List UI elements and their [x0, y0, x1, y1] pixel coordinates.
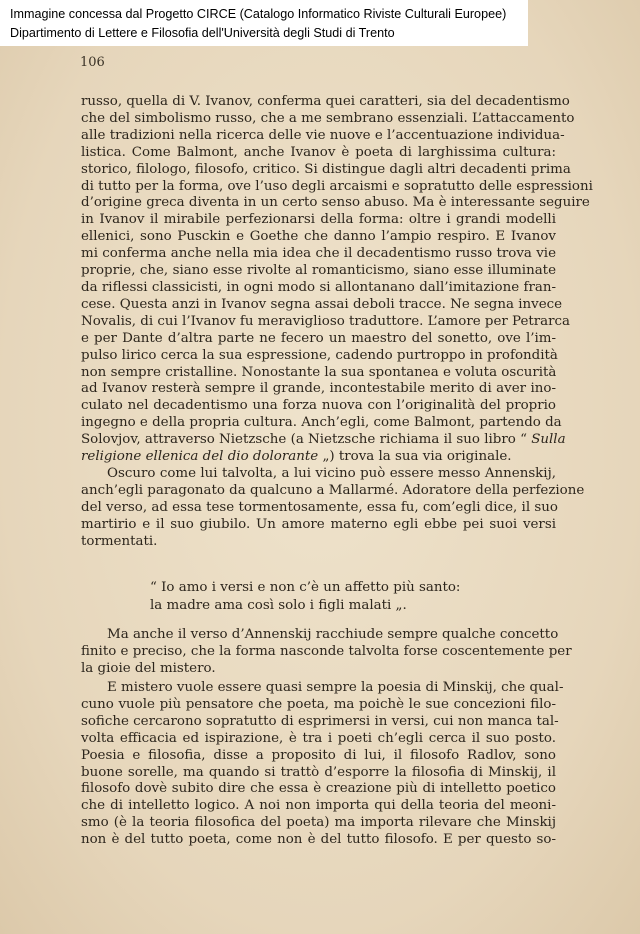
text-line: finito e preciso, che la forma nasconde talvolta forse coscentemente per [81, 643, 572, 659]
paragraph-ivanov [81, 94, 593, 466]
text-line: pulso lirico cerca la sua espressione, cadendo purtroppo in profondità [81, 347, 558, 363]
text-line: volta efficacia ed ispirazione, è tra i poeti ch’egli cerca il suo posto. [81, 730, 556, 746]
verse-line: “ Io amo i versi e non c’è un affetto più santo: [150, 580, 461, 595]
text-line: culato nel decadentismo una forza nuova con l’originalità del proprio [81, 398, 556, 414]
text-line: non è del tutto poeta, come non è del tutto filosofo. E per questo so- [81, 832, 556, 848]
text-line: E mistero vuole essere quasi sempre la poesia di Minskij, che qual- [107, 680, 564, 695]
banner-line-1: Immagine concessa dal Progetto CIRCE (Catalogo Informatico Riviste Culturali Europee) [10, 7, 507, 21]
text-line: storico, filologo, filosofo, critico. Si distingue dagli altri decadenti prima [81, 161, 571, 177]
paragraph-minskij [81, 680, 564, 849]
text-line: ellenici, sono Pusckin e Goethe che danno l’ampio respiro. E Ivanov [81, 229, 556, 245]
text-line: di tutto per la forma, ove l’uso degli arcaismi e sopratutto delle espressioni [81, 178, 593, 194]
text-line: d’origine greca diventa in un certo senso abuso. Ma è interessante seguire [81, 195, 590, 211]
text-line: russo, quella di V. Ivanov, conferma quei caratteri, sia del decadentismo [81, 94, 570, 109]
text-line: Ma anche il verso d’Annenskij racchiude sempre qualche concetto [107, 627, 559, 642]
text-line: martirio e il suo giubilo. Un amore materno egli ebbe pei suoi versi [81, 516, 556, 532]
text-line: che del simbolismo russo, che a me sembrano essenziali. L’attaccamento [81, 110, 575, 126]
text-line: del verso, ad essa tese tormentosamente, essa fu, com’egli dice, il suo [81, 499, 558, 515]
text-line: mi conferma anche nella mia idea che il decadentismo russo trova vie [81, 246, 556, 262]
verse-quotation [150, 579, 490, 615]
paragraph-annenskij [81, 466, 585, 551]
text-line: alle tradizioni nella ricerca delle vie nuove e l’accentuazione individua- [81, 127, 565, 143]
book-title-part: Sulla [531, 432, 566, 448]
text-line: la gioie del mistero. [81, 660, 216, 676]
text-line: Solovjov, attraverso Nietzsche (a Nietzsche richiama il suo libro “ Sulla [81, 432, 566, 448]
text-line: Poesia e filosofia, disse a proposito di lui, il filosofo Radlov, sono [81, 747, 556, 763]
text-line: filosofo dovè subito dire che essa è creazione più di intelletto poetico [81, 781, 556, 797]
book-title-part: religione ellenica del dio dolorante [81, 449, 319, 465]
verse-line: la madre ama così solo i figli malati „. [150, 598, 407, 613]
text-line: anch’egli paragonato da qualcuno a Mallarmé. Adoratore della perfezione [81, 482, 585, 498]
text-line: religione ellenica del dio dolorante „) trova la sua via originale. [81, 449, 512, 465]
text-line: in Ivanov il mirabile perfezionarsi della forma: oltre i grandi modelli [81, 212, 556, 228]
text-line: proprie, che, siano esse rivolte al romanticismo, siano esse illuminate [81, 263, 556, 279]
text-line: ad Ivanov resterà sempre il grande, incontestabile merito di aver ino- [81, 381, 556, 397]
text-line: da riflessi classicisti, in ogni modo si allontanano dall’imitazione fran- [81, 279, 556, 295]
text-line: che di intelletto logico. A noi non importa qui della teoria del meoni- [81, 798, 556, 814]
text-line: e per Dante d’altra parte ne fecero un maestro del sonetto, ove l’im- [81, 330, 556, 346]
text-line: cuno vuole più pensatore che poeta, ma poichè le sue concezioni filo- [81, 696, 556, 712]
text-line: buone sorelle, ma quando si trattò d’esporre la filosofia di Minskij, il [81, 764, 556, 780]
text-line: sofiche cercarono sopratutto di esprimersi in versi, cui non manca tal- [81, 713, 559, 729]
attribution-banner [0, 0, 528, 46]
page-number: 106 [80, 55, 105, 70]
paragraph-annenskij-verse [81, 627, 572, 678]
text-line: Oscuro come lui talvolta, a lui vicino può essere messo Annenskij, [107, 466, 556, 481]
text-line: listica. Come Balmont, anche Ivanov è poeta di larghissima cultura: [81, 144, 556, 160]
banner-line-2: Dipartimento di Lettere e Filosofia dell'Università degli Studi di Trento [10, 26, 395, 40]
text-line: cese. Questa anzi in Ivanov segna assai deboli tracce. Ne segna invece [81, 296, 563, 312]
text-line: non sempre cristalline. Nonostante la sua spontanea e voluta oscurità [81, 364, 557, 380]
text-line: Novalis, di cui l’Ivanov fu meraviglioso traduttore. L’amore per Petrarca [81, 313, 571, 329]
text-line: smo (è la teoria filosofica del poeta) ma importa rilevare che Minskij [81, 815, 556, 831]
text-line: tormentati. [81, 533, 158, 549]
text-line: ingegno e della propria cultura. Anch’egli, come Balmont, partendo da [81, 415, 562, 431]
